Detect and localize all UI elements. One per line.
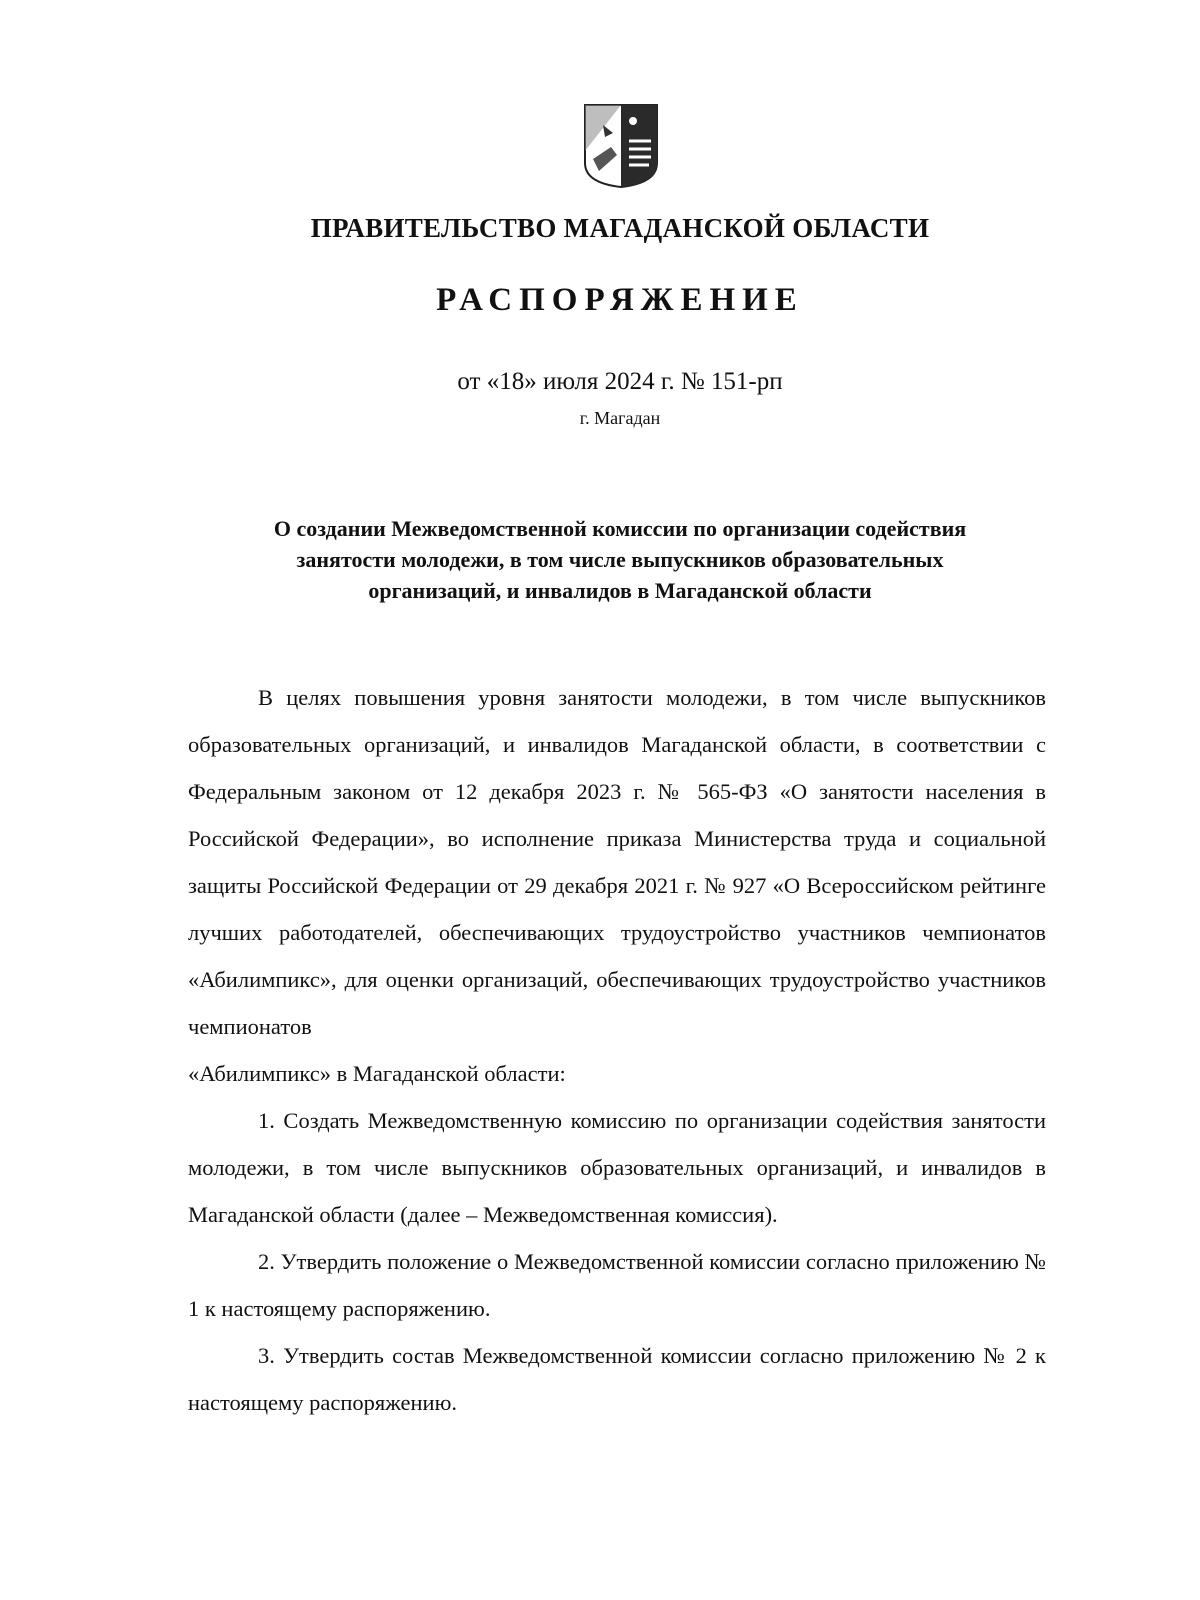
document-type: РАСПОРЯЖЕНИЕ	[436, 282, 804, 318]
title-line: организаций, и инвалидов в Магаданской области	[368, 578, 872, 603]
document-body	[188, 674, 1046, 1426]
preamble-paragraph: В целях повышения уровня занятости молодежи, в том числе выпускников образовательных организаций, и инвалидов Магаданской области, в соответствии с Федеральным законом от 12 декабря 2023 г. № 565-ФЗ «О занятости населения в Российской Федерации», во исполнение приказа Министерства труда и социальной защиты Российской Федерации от 29 декабря 2021 г. № 927 «О Всероссийском рейтинге лучших работодателей, обеспечивающих трудоустройство участников чемпионатов «Абилимпикс», для оценки организаций, обеспечивающих трудоустройство участников чемпионатов	[188, 685, 1046, 1039]
document-date-number: от «18» июля 2024 г. № 151-рп	[457, 368, 783, 395]
item-3: 3. Утвердить состав Межведомственной комиссии согласно приложению № 2 к настоящему распоряжению.	[188, 1343, 1046, 1415]
coat-of-arms-icon	[583, 103, 659, 189]
title-line: занятости молодежи, в том числе выпускников образовательных	[296, 547, 944, 572]
title-line: О создании Межведомственной комиссии по организации содействия	[273, 516, 967, 541]
item-1: 1. Создать Межведомственную комиссию по организации содействия занятости молодежи, в том числе выпускников образовательных организаций, и инвалидов в Магаданской области (далее – Межведомственная комиссия).	[188, 1108, 1046, 1227]
document-city: г. Магадан	[579, 408, 661, 428]
item-2: 2. Утвердить положение о Межведомственной комиссии согласно приложению № 1 к настоящему распоряжению.	[188, 1249, 1046, 1321]
preamble-end: «Абилимпикс» в Магаданской области:	[188, 1061, 566, 1086]
organization-name: ПРАВИТЕЛЬСТВО МАГАДАНСКОЙ ОБЛАСТИ	[310, 213, 930, 243]
document-title	[160, 513, 1080, 606]
